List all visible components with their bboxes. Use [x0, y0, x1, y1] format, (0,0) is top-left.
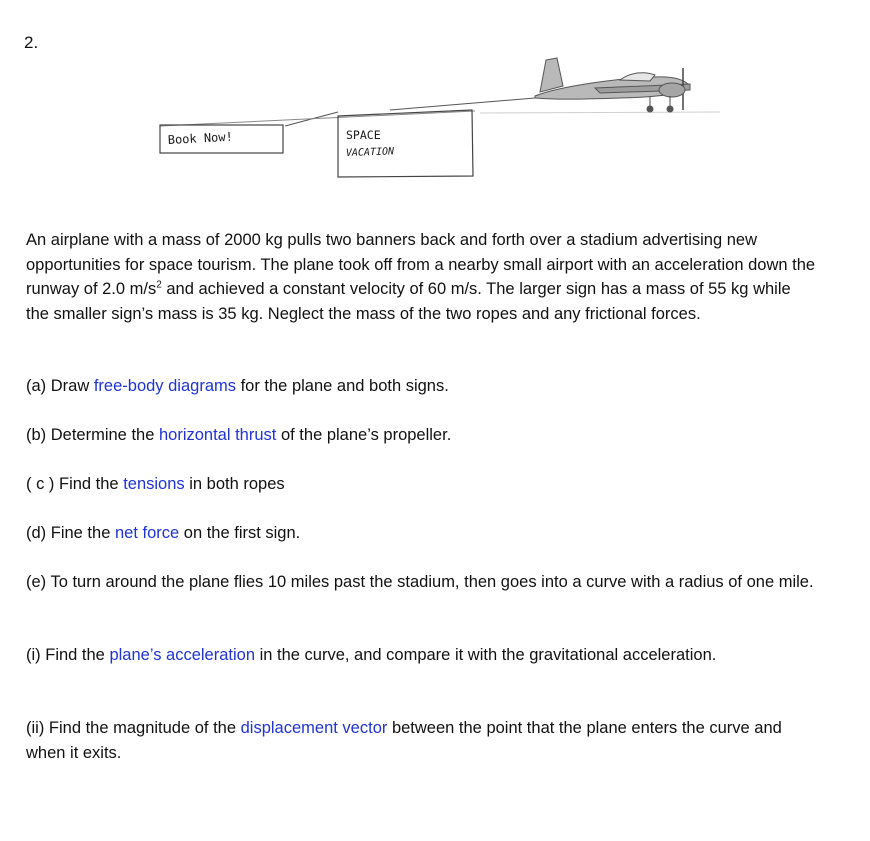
part-ii-highlight: displacement vector — [240, 719, 388, 737]
part-c-post: in both ropes — [184, 475, 285, 493]
airplane-sketch — [535, 58, 690, 112]
part-i — [26, 643, 816, 668]
part-b-highlight: horizontal thrust — [158, 426, 277, 444]
part-c-highlight: tensions — [123, 475, 185, 493]
small-banner-text: Book Now! — [167, 129, 234, 147]
exponent: 2 — [156, 279, 162, 291]
large-banner-line2: VACATION — [345, 146, 395, 159]
part-ii-post: between the point that the plane enters the curve and when it exits. — [26, 719, 782, 762]
part-i-highlight: plane’s acceleration — [109, 646, 255, 664]
part-d-pre: (d) Fine the — [26, 524, 115, 542]
small-banner — [160, 125, 283, 153]
part-c — [26, 472, 816, 497]
ground-line — [480, 112, 720, 113]
intro-text-part1: An airplane with a mass of 2000 kg pulls two banners back and forth over a stadium advertising new opportunities for space tourism. The plane took off from a nearby small airport with an acceleration down the runway of 2.0 m/s — [26, 231, 816, 298]
part-ii-pre: (ii) Find the magnitude of the — [26, 719, 241, 737]
part-ii — [26, 716, 816, 765]
problem-intro — [26, 228, 816, 326]
part-a-post: for the plane and both signs. — [236, 377, 449, 395]
part-a-highlight: free-body diagrams — [93, 377, 236, 395]
part-e — [26, 570, 816, 595]
large-banner — [338, 110, 473, 177]
part-a — [26, 374, 816, 399]
part-b-pre: (b) Determine the — [26, 426, 159, 444]
intro-text-part2: and achieved a constant velocity of 60 m/s. The larger sign has a mass of 55 kg while the smaller sign’s mass is 35 kg. Neglect the mass of the two ropes and any frictional forces. — [26, 280, 791, 323]
part-b-post: of the plane’s propeller. — [276, 426, 452, 444]
part-i-pre: (i) Find the — [26, 646, 110, 664]
rope-to-large-sign — [390, 98, 535, 110]
part-i-post: in the curve, and compare it with the gravitational acceleration. — [255, 646, 717, 664]
part-a-pre: (a) Draw — [26, 377, 94, 395]
large-banner-line1: SPACE — [346, 128, 381, 142]
question-number: 2. — [24, 33, 39, 52]
part-c-pre: ( c ) Find the — [26, 475, 124, 493]
rope-top-line — [160, 111, 475, 126]
part-b — [26, 423, 816, 448]
part-d-post: on the first sign. — [179, 524, 301, 542]
airplane-banner-sketch — [150, 50, 720, 190]
part-e-text: (e) To turn around the plane flies 10 miles past the stadium, then goes into a curve with a radius of one mile. — [26, 573, 814, 591]
part-d — [26, 521, 816, 546]
part-d-highlight: net force — [114, 524, 180, 542]
